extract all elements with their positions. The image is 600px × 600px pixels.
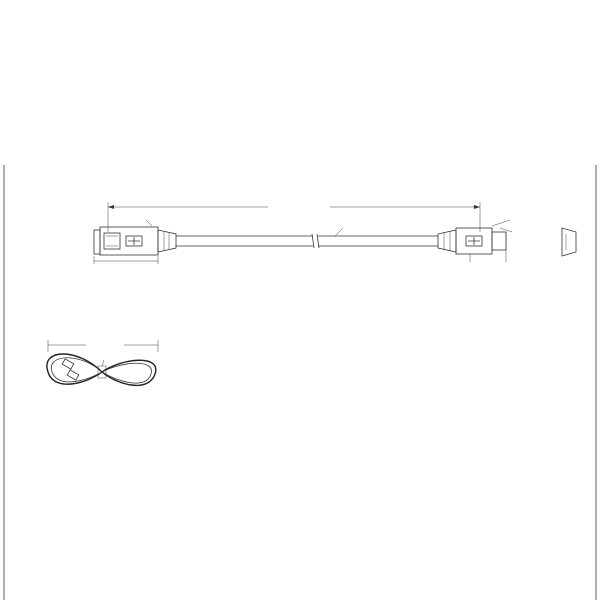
usb-icon xyxy=(468,237,480,245)
bundle-dim-bg xyxy=(86,337,124,347)
callout-d-leader xyxy=(146,220,152,226)
bundle-callout-leader xyxy=(102,360,104,366)
length-arrow-left xyxy=(108,205,114,209)
bundled-cable-inner xyxy=(51,358,151,383)
length-label-bg xyxy=(268,201,330,212)
callout-c-leader xyxy=(492,220,510,226)
a-strain-relief xyxy=(158,230,176,252)
bundle-plug-2 xyxy=(67,370,79,380)
cable-break-mark xyxy=(312,234,319,248)
cable-spec-bg xyxy=(244,237,296,245)
bundle-plug-1 xyxy=(62,359,74,369)
bundled-cable-loop xyxy=(47,354,156,385)
callout-a-leader xyxy=(335,228,343,236)
callout-b-leader xyxy=(500,228,512,232)
a-plug-shell xyxy=(104,233,120,249)
a-plug-face xyxy=(94,230,100,254)
usb-icon xyxy=(128,237,140,245)
length-arrow-right xyxy=(474,205,480,209)
b-strain-relief xyxy=(438,230,456,252)
b-plug-tip xyxy=(492,232,506,250)
mini-usb-face xyxy=(562,228,576,256)
